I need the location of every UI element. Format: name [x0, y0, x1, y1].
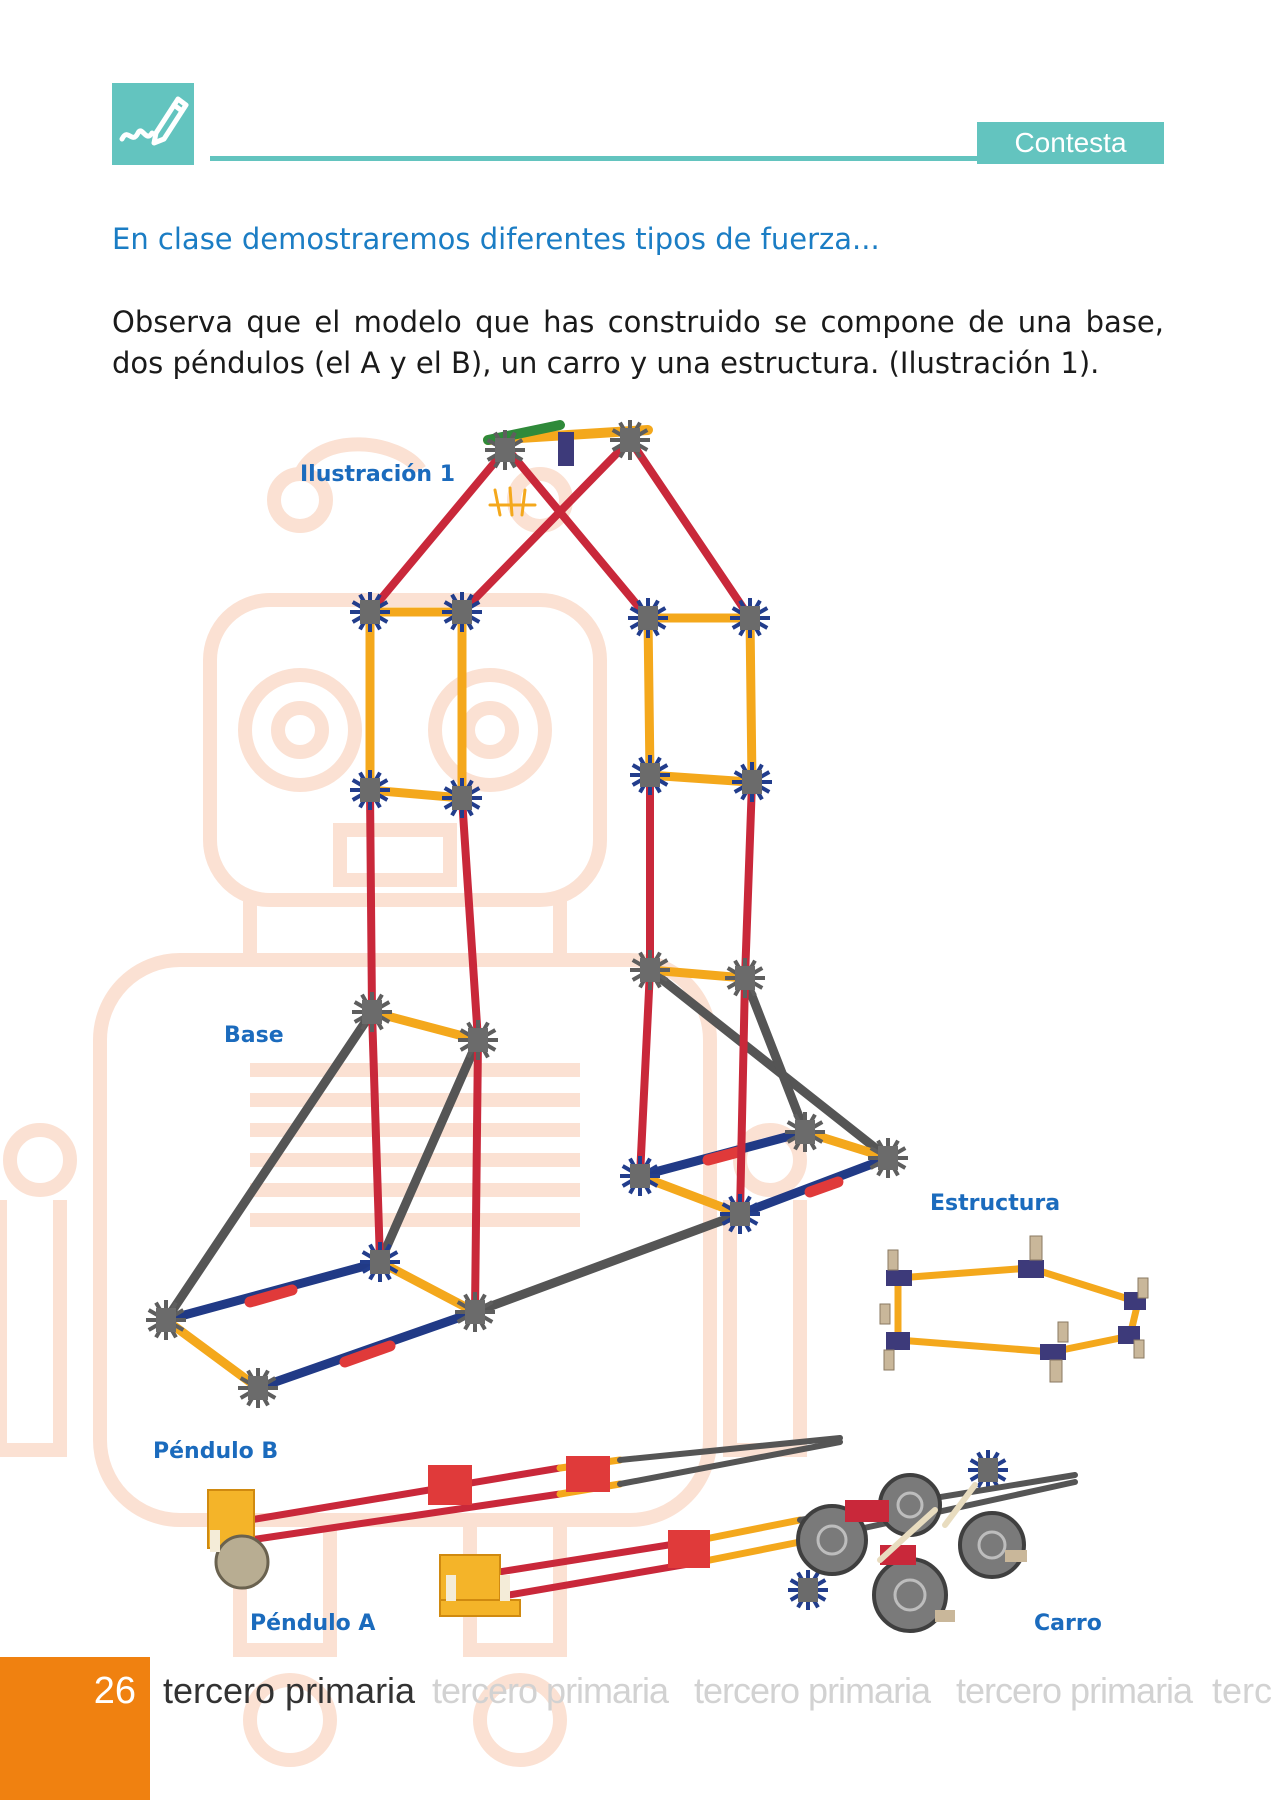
connector-hub	[630, 755, 670, 795]
connector-hub	[720, 1194, 760, 1234]
connector-hub	[458, 1020, 498, 1060]
label-pendulo-a: Péndulo A	[250, 1611, 376, 1636]
connector-hub	[455, 1292, 495, 1332]
label-pendulo-b: Péndulo B	[153, 1439, 279, 1464]
footer-repeat-text-cut: terc	[1212, 1670, 1273, 1711]
label-base: Base	[224, 1023, 284, 1048]
connector-hub	[360, 1242, 400, 1282]
connector-hub	[442, 778, 482, 818]
connector-hub	[788, 1570, 828, 1610]
footer-repeat-text: tercero primaria	[432, 1670, 669, 1711]
footer-repeat-text: tercero primaria	[956, 1670, 1193, 1711]
instruction-paragraph: Observa que el modelo que has construido se compone de una base, dos péndulos (el A y el B), un carro y una estructura. (Ilustración 1).	[112, 305, 1164, 380]
label-carro: Carro	[1034, 1611, 1102, 1636]
connector-hub	[732, 762, 772, 802]
connector-hub	[620, 1156, 660, 1196]
connector-hub	[725, 958, 765, 998]
label-estructura: Estructura	[930, 1191, 1061, 1216]
label-ilustracion-1: Ilustración 1	[300, 462, 456, 487]
section-tab: Contesta	[977, 122, 1164, 164]
intro-heading: En clase demostraremos diferentes tipos de fuerza...	[112, 222, 880, 256]
connector-hub	[785, 1112, 825, 1152]
footer-repeat-text: tercero primaria	[694, 1670, 931, 1711]
page-number: 26	[93, 1670, 136, 1712]
connector-hub	[350, 770, 390, 810]
footer-grade-label: tercero primaria	[163, 1670, 416, 1711]
